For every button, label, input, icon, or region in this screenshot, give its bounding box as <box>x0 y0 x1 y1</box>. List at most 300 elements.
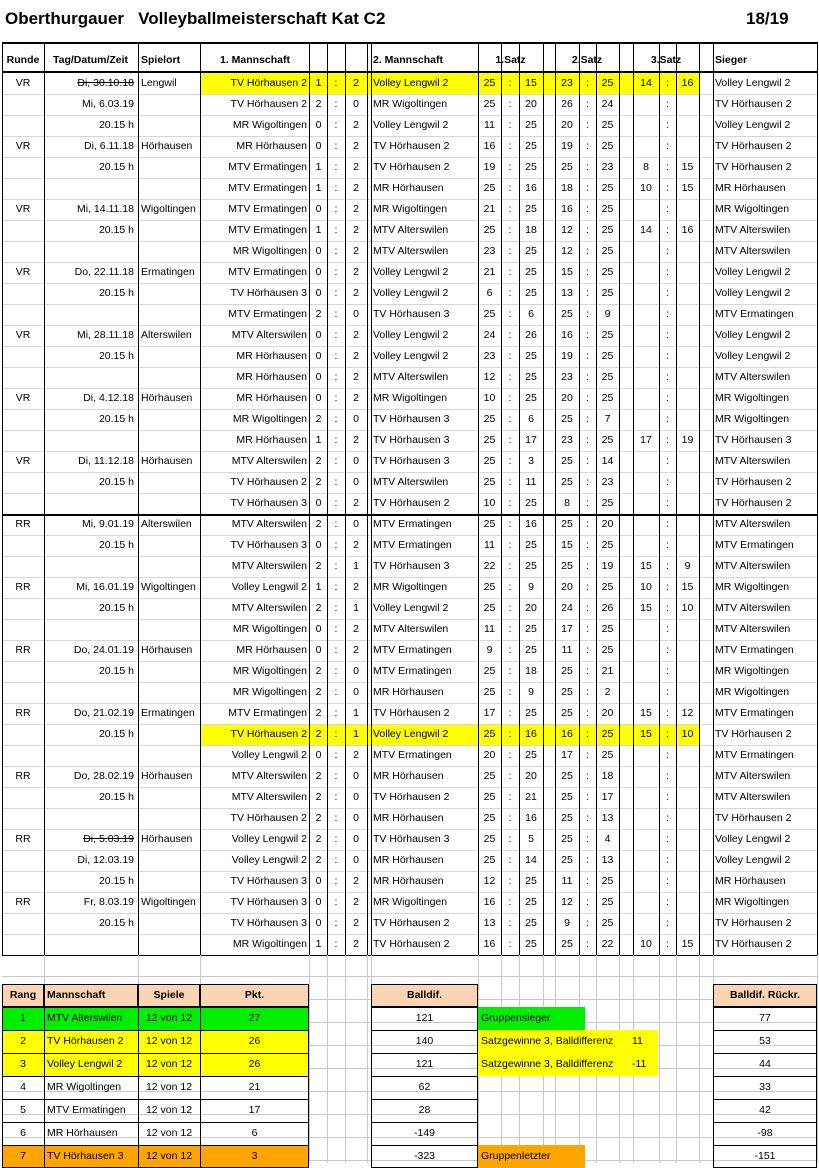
team1-cell: MTV Alterswilen <box>231 329 307 341</box>
sets-separator: : <box>334 623 338 635</box>
winner-cell: MTV Alterswilen <box>715 623 791 635</box>
winner-cell: MTV Alterswilen <box>715 518 791 530</box>
set2-home: 24 <box>561 602 573 614</box>
set3-home <box>635 661 657 681</box>
set1-away: 14 <box>525 854 537 866</box>
row-divider <box>2 409 817 410</box>
row-divider <box>2 304 817 305</box>
set3-home <box>635 346 657 366</box>
team1-cell: TV Hörhausen 2 <box>230 728 307 740</box>
set2-separator: : <box>586 518 589 530</box>
set2-home: 25 <box>561 665 573 677</box>
set1-home: 10 <box>483 392 496 404</box>
team2-cell: MTV Ermatingen <box>373 644 452 656</box>
sets2-cell: 1 <box>353 728 359 740</box>
venue-cell <box>141 493 198 513</box>
set3-home <box>635 829 657 849</box>
set2-separator: : <box>586 833 589 845</box>
venue-cell <box>141 556 198 576</box>
ball-diff-cell: 140 <box>415 1035 434 1047</box>
set2-away: 25 <box>601 329 614 341</box>
set3-away <box>678 409 697 429</box>
standings-row-line <box>371 1099 478 1100</box>
set1-away: 18 <box>525 224 537 236</box>
column-divider <box>817 42 818 955</box>
set2-home: 15 <box>561 266 573 278</box>
set3-separator: : <box>666 119 669 131</box>
set2-home: 25 <box>561 308 573 320</box>
set3-away <box>678 241 697 261</box>
sets-separator: : <box>334 875 338 887</box>
venue-cell <box>141 115 198 135</box>
sets1-cell: 0 <box>315 350 322 362</box>
set1-away: 25 <box>525 392 537 404</box>
sets-separator: : <box>334 350 338 362</box>
set2-away: 25 <box>601 287 614 299</box>
set1-home: 25 <box>483 833 496 845</box>
column-divider <box>200 42 201 955</box>
set1-away: 25 <box>525 623 537 635</box>
set3-separator: : <box>666 266 669 278</box>
sets-separator: : <box>334 161 338 173</box>
set1-away: 25 <box>525 245 537 257</box>
sets2-cell: 0 <box>353 98 359 110</box>
set3-away: 16 <box>681 77 694 89</box>
winner-cell: Volley Lengwil 2 <box>715 854 791 866</box>
round-cell: VR <box>15 266 31 278</box>
row-divider <box>2 451 817 452</box>
set1-away: 25 <box>525 497 537 509</box>
sets2-cell: 2 <box>353 371 359 383</box>
set3-home <box>635 136 657 156</box>
set2-home: 25 <box>561 161 573 173</box>
round-cell <box>5 934 41 954</box>
set2-away: 25 <box>601 140 614 152</box>
set3-home <box>635 766 657 786</box>
set1-away: 18 <box>525 665 537 677</box>
sheet-gridline <box>817 955 818 1163</box>
team2-cell: MTV Alterswilen <box>373 224 449 236</box>
set3-separator: : <box>666 728 669 740</box>
date-cell <box>47 304 134 324</box>
set2-home: 25 <box>561 686 573 698</box>
round-cell <box>5 913 41 933</box>
sets1-cell: 0 <box>315 497 322 509</box>
team1-cell: MR Wigoltingen <box>232 119 307 131</box>
sets-separator: : <box>334 182 338 194</box>
set2-home: 23 <box>561 371 573 383</box>
venue-cell <box>141 304 198 324</box>
venue-cell: Wigoltingen <box>141 581 196 593</box>
sets-separator: : <box>334 329 338 341</box>
set3-home <box>635 472 657 492</box>
sets1-cell: 0 <box>315 749 322 761</box>
team2-cell: MTV Ermatingen <box>373 539 452 551</box>
sets2-cell: 0 <box>353 770 359 782</box>
set2-home: 25 <box>561 518 573 530</box>
round-cell <box>5 598 41 618</box>
set1-away: 25 <box>525 161 537 173</box>
set3-separator: : <box>666 707 669 719</box>
team2-cell: MR Wigoltingen <box>373 392 448 404</box>
team2-cell: TV Hörhausen 3 <box>373 455 450 467</box>
venue-cell <box>141 934 198 954</box>
set3-separator: : <box>666 203 669 215</box>
set2-away: 20 <box>601 707 614 719</box>
set2-away: 25 <box>601 644 614 656</box>
set2-separator: : <box>586 119 589 131</box>
sets1-cell: 2 <box>315 707 322 719</box>
standings-row-line <box>2 1053 309 1054</box>
winner-cell: TV Hörhausen 2 <box>715 938 792 950</box>
set2-home: 20 <box>561 581 573 593</box>
set2-separator: : <box>586 728 589 740</box>
venue-cell <box>141 94 198 114</box>
set2-separator: : <box>586 539 589 551</box>
winner-cell: MTV Alterswilen <box>715 371 791 383</box>
team1-cell: MTV Ermatingen <box>228 308 307 320</box>
set3-home: 14 <box>640 77 652 89</box>
team1-cell: TV Hörhausen 3 <box>230 917 307 929</box>
set1-separator: : <box>508 371 512 383</box>
round-cell <box>5 115 41 135</box>
sets-separator: : <box>334 917 338 929</box>
team2-cell: TV Hörhausen 3 <box>373 434 450 446</box>
sets2-cell: 2 <box>353 350 359 362</box>
team1-cell: MTV Ermatingen <box>228 203 307 215</box>
set3-separator: : <box>666 350 669 362</box>
round-cell <box>5 787 41 807</box>
set2-separator: : <box>586 392 589 404</box>
sets1-cell: 1 <box>315 224 322 236</box>
sets-separator: : <box>334 938 338 950</box>
sets2-cell: 0 <box>353 413 359 425</box>
set3-away: 15 <box>681 182 694 194</box>
team1-cell: TV Hörhausen 2 <box>230 77 307 89</box>
round-cell <box>5 682 41 702</box>
set3-home <box>635 367 657 387</box>
set2-home: 25 <box>561 791 573 803</box>
standings-col-line <box>44 984 45 1168</box>
set1-home: 25 <box>483 854 496 866</box>
set1-separator: : <box>508 581 512 593</box>
set1-away: 25 <box>525 896 537 908</box>
set3-separator: : <box>666 77 669 89</box>
set3-away <box>678 388 697 408</box>
date-cell: 20.15 h <box>98 875 134 887</box>
sets2-cell: 2 <box>353 938 359 950</box>
set2-away: 7 <box>604 413 611 425</box>
set1-home: 11 <box>484 623 495 635</box>
set3-separator: : <box>666 560 669 572</box>
header-sieger: Sieger <box>715 54 748 66</box>
row-divider <box>2 430 817 431</box>
set2-separator: : <box>586 560 589 572</box>
set2-separator: : <box>586 98 589 110</box>
standings-header-balldif: Balldif. <box>406 989 442 1001</box>
sets2-cell: 1 <box>353 560 359 572</box>
team1-cell: TV Hörhausen 2 <box>230 98 307 110</box>
row-divider <box>2 283 817 284</box>
set1-separator: : <box>508 287 512 299</box>
set1-home: 11 <box>484 119 495 131</box>
set2-away: 25 <box>601 392 614 404</box>
row-divider <box>2 913 817 914</box>
ball-diff-cell: -323 <box>413 1150 435 1162</box>
venue-cell <box>141 619 198 639</box>
set1-separator: : <box>508 476 512 488</box>
sets1-cell: 1 <box>315 938 322 950</box>
row-divider <box>2 94 817 95</box>
team1-cell: MR Hörhausen <box>236 350 307 362</box>
sets2-cell: 0 <box>353 812 359 824</box>
sets2-cell: 2 <box>353 224 359 236</box>
sets1-cell: 2 <box>315 476 322 488</box>
sets2-cell: 2 <box>353 917 359 929</box>
column-divider <box>596 42 597 955</box>
standings-row-line <box>2 1007 309 1008</box>
set2-away: 25 <box>601 203 614 215</box>
date-cell: Mi, 9.01.19 <box>82 518 134 530</box>
note-value-cell: -11 <box>632 1058 647 1070</box>
winner-cell: MTV Ermatingen <box>715 308 794 320</box>
set2-away: 24 <box>601 98 614 110</box>
venue-cell <box>141 535 198 555</box>
sets1-cell: 2 <box>315 686 322 698</box>
winner-cell: MTV Alterswilen <box>715 455 791 467</box>
set1-away: 25 <box>525 287 537 299</box>
venue-cell <box>141 913 198 933</box>
set1-home: 25 <box>483 518 496 530</box>
venue-cell: Hörhausen <box>141 392 193 404</box>
set2-away: 4 <box>604 833 611 845</box>
set2-home: 12 <box>561 245 573 257</box>
set1-separator: : <box>508 728 512 740</box>
standings-row-line <box>2 1145 309 1146</box>
set1-home: 25 <box>483 98 496 110</box>
set1-home: 12 <box>483 371 496 383</box>
winner-cell: TV Hörhausen 2 <box>715 728 792 740</box>
set1-home: 25 <box>483 455 496 467</box>
row-divider <box>2 199 817 200</box>
set2-separator: : <box>586 329 589 341</box>
set3-away <box>678 913 697 933</box>
set3-away: 15 <box>681 161 694 173</box>
round-cell <box>5 220 41 240</box>
sets1-cell: 2 <box>315 770 322 782</box>
points-cell: 21 <box>248 1081 261 1093</box>
venue-cell <box>141 472 198 492</box>
set1-home: 20 <box>483 749 496 761</box>
sets-separator: : <box>334 434 338 446</box>
set1-separator: : <box>508 938 512 950</box>
set2-away: 21 <box>601 665 614 677</box>
points-cell: 27 <box>248 1012 261 1024</box>
set3-away: 19 <box>681 434 694 446</box>
round-cell <box>5 304 41 324</box>
note-cell: Gruppenletzter <box>481 1150 551 1162</box>
winner-cell: MTV Alterswilen <box>715 245 791 257</box>
date-cell <box>47 241 134 261</box>
header-datum: Tag/Datum/Zeit <box>52 54 129 66</box>
sheet-gridline <box>2 976 817 977</box>
sets1-cell: 1 <box>315 581 322 593</box>
set1-separator: : <box>508 875 512 887</box>
team2-cell: TV Hörhausen 2 <box>373 938 450 950</box>
set3-home <box>635 514 657 534</box>
round-cell <box>5 619 41 639</box>
sets2-cell: 2 <box>353 623 359 635</box>
team2-cell: MR Hörhausen <box>373 875 444 887</box>
set3-away <box>678 262 697 282</box>
set3-separator: : <box>666 497 669 509</box>
set3-away <box>678 367 697 387</box>
ball-diff-return-cell: 77 <box>759 1012 771 1024</box>
venue-cell <box>141 745 198 765</box>
team2-cell: TV Hörhausen 2 <box>373 707 450 719</box>
set3-home <box>635 892 657 912</box>
set2-away: 25 <box>601 497 614 509</box>
rank-cell: 1 <box>20 1012 26 1024</box>
winner-cell: MR Hörhausen <box>715 875 786 887</box>
set1-separator: : <box>508 119 512 131</box>
row-divider <box>2 829 817 830</box>
set3-away <box>678 199 697 219</box>
header-satz3: 3.Satz <box>650 54 682 66</box>
date-cell <box>47 493 134 513</box>
sets2-cell: 2 <box>353 287 359 299</box>
venue-cell: Hörhausen <box>141 770 193 782</box>
set2-home: 25 <box>561 833 573 845</box>
points-cell: 26 <box>248 1035 261 1047</box>
row-divider <box>2 325 817 326</box>
venue-cell <box>141 430 198 450</box>
team1-cell: Volley Lengwil 2 <box>231 854 307 866</box>
set3-separator: : <box>666 812 669 824</box>
set3-away <box>678 451 697 471</box>
sets1-cell: 0 <box>315 896 322 908</box>
sets2-cell: 1 <box>353 707 359 719</box>
team2-cell: MR Wigoltingen <box>373 203 448 215</box>
set3-away: 16 <box>681 224 694 236</box>
season-label: 18/19 <box>746 9 789 28</box>
round-cell <box>5 283 41 303</box>
date-cell <box>47 367 134 387</box>
venue-cell <box>141 367 198 387</box>
team-cell: MR Hörhausen <box>47 1127 118 1139</box>
team1-cell: TV Hörhausen 2 <box>230 476 307 488</box>
set2-away: 25 <box>601 581 614 593</box>
team1-cell: MR Hörhausen <box>236 371 307 383</box>
set2-away: 25 <box>601 266 614 278</box>
sheet-gridline <box>327 955 328 1163</box>
team-cell: Volley Lengwil 2 <box>47 1058 123 1070</box>
set2-home: 19 <box>561 350 573 362</box>
set2-separator: : <box>586 875 589 887</box>
set3-away <box>678 871 697 891</box>
set1-separator: : <box>508 665 512 677</box>
set3-home <box>635 850 657 870</box>
team2-cell: TV Hörhausen 2 <box>373 140 450 152</box>
winner-cell: Volley Lengwil 2 <box>715 287 791 299</box>
round-cell: RR <box>15 833 31 845</box>
sets2-cell: 2 <box>353 203 359 215</box>
set1-away: 9 <box>528 581 534 593</box>
set1-home: 25 <box>483 665 496 677</box>
sets1-cell: 2 <box>315 308 322 320</box>
set2-away: 20 <box>601 518 614 530</box>
team1-cell: TV Hörhausen 2 <box>230 812 307 824</box>
set1-home: 12 <box>483 875 496 887</box>
sets-separator: : <box>334 686 338 698</box>
date-cell <box>47 430 134 450</box>
set1-away: 11 <box>525 476 537 488</box>
set2-home: 25 <box>561 812 573 824</box>
set1-separator: : <box>508 224 512 236</box>
standings-row-line <box>2 1122 309 1123</box>
venue-cell: Hörhausen <box>141 644 193 656</box>
set1-away: 25 <box>525 707 537 719</box>
set3-separator: : <box>666 686 669 698</box>
winner-cell: MR Wigoltingen <box>715 581 790 593</box>
set3-separator: : <box>666 917 669 929</box>
set3-home <box>635 304 657 324</box>
set2-separator: : <box>586 623 589 635</box>
note-cell: Gruppensieger <box>481 1012 551 1024</box>
column-divider <box>367 42 368 955</box>
venue-cell: Wigoltingen <box>141 203 196 215</box>
standings-row-line <box>713 1030 817 1031</box>
sets2-cell: 2 <box>353 329 359 341</box>
team1-cell: TV Hörhausen 3 <box>230 497 307 509</box>
team1-cell: TV Hörhausen 3 <box>230 896 307 908</box>
standings-header-team: Mannschaft <box>47 989 106 1001</box>
sets1-cell: 2 <box>315 98 322 110</box>
sets1-cell: 0 <box>315 329 322 341</box>
team-cell: TV Hörhausen 3 <box>47 1150 124 1162</box>
set2-home: 16 <box>561 329 573 341</box>
team2-cell: MR Hörhausen <box>373 812 444 824</box>
set3-home <box>635 388 657 408</box>
rank-cell: 2 <box>20 1035 26 1047</box>
team1-cell: MTV Ermatingen <box>228 224 307 236</box>
set3-away <box>678 136 697 156</box>
set3-separator: : <box>666 140 669 152</box>
set3-separator: : <box>666 182 669 194</box>
sets2-cell: 2 <box>353 749 359 761</box>
set1-home: 21 <box>483 203 496 215</box>
set3-separator: : <box>666 896 669 908</box>
set2-separator: : <box>586 665 589 677</box>
set2-separator: : <box>586 791 589 803</box>
round-cell <box>5 745 41 765</box>
column-divider <box>519 42 520 955</box>
sets-separator: : <box>334 119 338 131</box>
sets-separator: : <box>334 455 338 467</box>
sets-separator: : <box>334 266 338 278</box>
row-divider <box>2 892 817 893</box>
set3-home: 14 <box>640 224 652 236</box>
set1-home: 13 <box>483 917 496 929</box>
winner-cell: MTV Alterswilen <box>715 560 791 572</box>
set2-home: 11 <box>561 875 573 887</box>
sets-separator: : <box>334 413 338 425</box>
set2-away: 25 <box>601 245 614 257</box>
round-cell <box>5 409 41 429</box>
set3-separator: : <box>666 329 669 341</box>
sets-separator: : <box>334 707 338 719</box>
set1-separator: : <box>508 518 512 530</box>
